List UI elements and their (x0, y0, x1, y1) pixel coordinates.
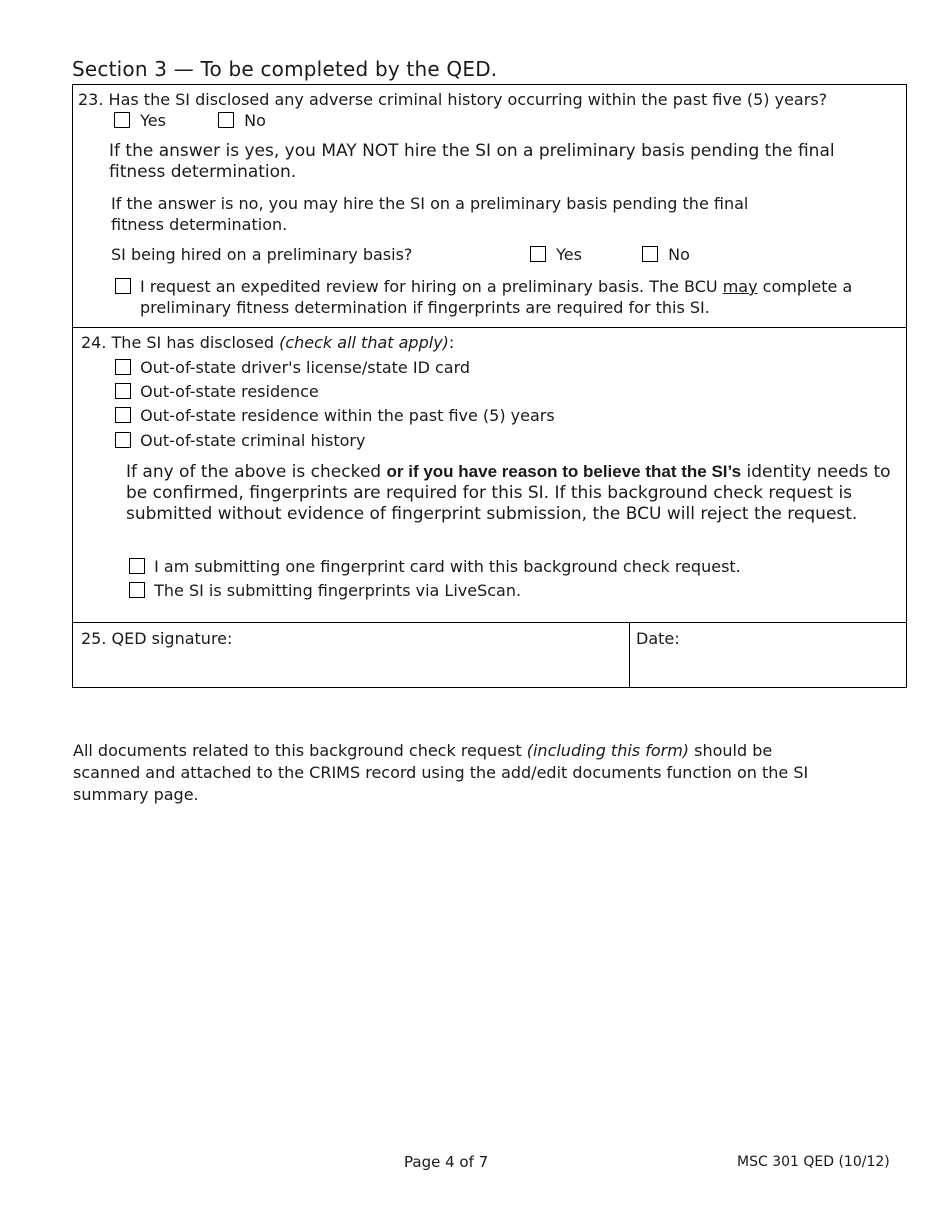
date-label: Date: (636, 629, 680, 648)
question-24-block (73, 328, 906, 623)
section-title: Section 3 — To be completed by the QED. (72, 57, 498, 81)
q23-yes-checkbox[interactable] (114, 112, 130, 128)
page-number: Page 4 of 7 (404, 1153, 489, 1171)
expedite-text-may: may (722, 277, 758, 296)
expedite-text-post: complete a preliminary fitness determination if fingerprints are required for this SI. (140, 277, 853, 317)
fingerprint-card-option[interactable] (129, 557, 741, 576)
fingerprint-card-checkbox[interactable] (129, 558, 145, 574)
question-23-block (73, 85, 906, 328)
q23-yes-option[interactable] (114, 111, 166, 130)
q23-no-checkbox[interactable] (218, 112, 234, 128)
drivers-license-checkbox[interactable] (115, 359, 131, 375)
criminal-history-checkbox[interactable] (115, 432, 131, 448)
fingerprint-para-bold: or if you have reason to believe that the SI’s (386, 462, 742, 481)
qed-form-table (72, 84, 907, 688)
question-25-block (73, 623, 906, 687)
option-residence-past-five[interactable] (115, 406, 555, 425)
form-id: MSC 301 QED (10/12) (737, 1154, 890, 1170)
livescan-label: The SI is submitting fingerprints via LiveScan. (154, 581, 522, 600)
if-yes-instruction: If the answer is yes, you MAY NOT hire the SI on a preliminary basis pending the final fitness determination. (109, 141, 835, 182)
question-24-pre: 24. The SI has disclosed (81, 333, 280, 352)
criminal-history-label: Out-of-state criminal history (140, 431, 366, 450)
option-drivers-license[interactable] (115, 358, 470, 377)
signature-date-divider (629, 623, 630, 687)
documents-note-post: should be scanned and attached to the CRIMS record using the add/edit documents function on the SI summary page. (73, 741, 809, 804)
documents-note-italic: (including this form) (526, 741, 690, 760)
if-no-instruction: If the answer is no, you may hire the SI on a preliminary basis pending the final fitness determination. (111, 194, 749, 234)
residence-checkbox[interactable] (115, 383, 131, 399)
question-24-italic: (check all that apply) (279, 333, 449, 352)
residence-past-five-checkbox[interactable] (115, 407, 131, 423)
expedite-checkbox[interactable] (115, 278, 131, 294)
fingerprint-card-label: I am submitting one fingerprint card with this background check request. (154, 557, 741, 576)
documents-note-pre: All documents related to this background check request (73, 741, 527, 760)
fingerprint-para-post: identity needs to be confirmed, fingerprints are required for this SI. If this background check request is submitted without evidence of fingerprint submission, the BCU will reject the request. (126, 462, 891, 524)
expedite-text-pre: I request an expedited review for hiring on a preliminary basis. The BCU (140, 277, 723, 296)
option-residence[interactable] (115, 382, 319, 401)
question-24-post: : (448, 333, 455, 352)
prelim-no-checkbox[interactable] (642, 246, 658, 262)
fingerprint-requirement-paragraph (126, 461, 891, 525)
residence-label: Out-of-state residence (140, 382, 319, 401)
q23-yes-label: Yes (140, 111, 166, 130)
expedite-option[interactable] (115, 277, 131, 296)
expedite-text (140, 276, 890, 318)
question-24-text (81, 333, 454, 352)
prelim-no-option[interactable] (642, 245, 690, 264)
prelim-yes-option[interactable] (530, 245, 582, 264)
prelim-question: SI being hired on a preliminary basis? (111, 245, 413, 264)
q23-no-label: No (244, 111, 266, 130)
q23-no-option[interactable] (218, 111, 266, 130)
livescan-option[interactable] (129, 581, 521, 600)
prelim-yes-checkbox[interactable] (530, 246, 546, 262)
prelim-no-label: No (668, 245, 690, 264)
fingerprint-para-pre: If any of the above is checked (126, 462, 387, 482)
drivers-license-label: Out-of-state driver's license/state ID card (140, 358, 471, 377)
signature-label: 25. QED signature: (81, 629, 233, 648)
option-criminal-history[interactable] (115, 431, 365, 450)
prelim-yes-label: Yes (556, 245, 582, 264)
livescan-checkbox[interactable] (129, 582, 145, 598)
residence-past-five-label: Out-of-state residence within the past five (5) years (140, 406, 555, 425)
question-23-text: 23. Has the SI disclosed any adverse criminal history occurring within the past five (5) years? (78, 90, 828, 109)
documents-note (73, 740, 813, 806)
